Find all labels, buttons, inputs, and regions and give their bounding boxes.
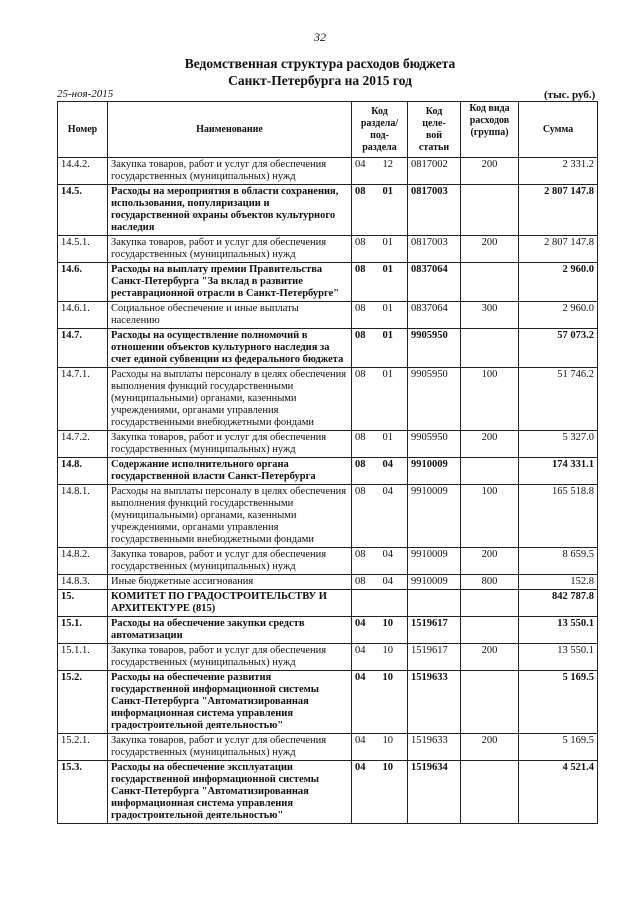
row-subsection-code: 01: [380, 185, 408, 236]
row-subsection-code: 01: [380, 302, 408, 329]
row-target-code: 9905950: [408, 368, 461, 431]
row-name: Расходы на обеспечение эксплуатации государственной информационной системы Санкт-Петербурга "Автоматизированная информационная система управления градостроительной деятельностью": [108, 761, 352, 824]
row-sum: 842 787.8: [519, 590, 598, 617]
row-section-code: 08: [352, 236, 380, 263]
table-row: [58, 158, 598, 185]
row-name: Закупка товаров, работ и услуг для обеспечения государственных (муниципальных) нужд: [108, 548, 352, 575]
row-number: 14.7.2.: [58, 431, 108, 458]
row-expense-type: [461, 329, 519, 368]
table-row: [58, 185, 598, 236]
header-section-code: Код раздела/ под- раздела: [352, 102, 408, 158]
row-name: КОМИТЕТ ПО ГРАДОСТРОИТЕЛЬСТВУ И АРХИТЕКТУРЕ (815): [108, 590, 352, 617]
table-row: [58, 236, 598, 263]
row-sum: 165 518.8: [519, 485, 598, 548]
row-subsection-code: 01: [380, 329, 408, 368]
row-expense-type: 200: [461, 548, 519, 575]
row-section-code: 08: [352, 185, 380, 236]
row-name: Расходы на выплату премии Правительства Санкт-Петербурга "За вклад в развитие реставрационной отрасли в Санкт-Петербурге": [108, 263, 352, 302]
row-subsection-code: 01: [380, 263, 408, 302]
table-row: [58, 671, 598, 734]
row-subsection-code: 04: [380, 485, 408, 548]
table-row: [58, 590, 598, 617]
table-row: [58, 617, 598, 644]
row-name: Расходы на обеспечение закупки средств автоматизации: [108, 617, 352, 644]
row-target-code: 9905950: [408, 431, 461, 458]
row-name: Иные бюджетные ассигнования: [108, 575, 352, 590]
row-expense-type: [461, 671, 519, 734]
row-number: 14.5.: [58, 185, 108, 236]
row-target-code: 0837064: [408, 263, 461, 302]
row-section-code: 04: [352, 644, 380, 671]
row-expense-type: [461, 458, 519, 485]
row-subsection-code: 10: [380, 761, 408, 824]
row-target-code: 1519634: [408, 761, 461, 824]
row-subsection-code: 01: [380, 431, 408, 458]
header-number: Номер: [58, 102, 108, 158]
table-row: [58, 368, 598, 431]
row-expense-type: [461, 590, 519, 617]
row-expense-type: [461, 617, 519, 644]
row-section-code: 04: [352, 761, 380, 824]
row-number: 15.1.1.: [58, 644, 108, 671]
row-number: 14.7.1.: [58, 368, 108, 431]
row-subsection-code: 10: [380, 617, 408, 644]
row-section-code: 08: [352, 368, 380, 431]
row-name: Закупка товаров, работ и услуг для обеспечения государственных (муниципальных) нужд: [108, 158, 352, 185]
row-number: 15.: [58, 590, 108, 617]
header-sum: Сумма: [519, 102, 598, 158]
document-title: [0, 55, 640, 89]
row-sum: 174 331.1: [519, 458, 598, 485]
row-section-code: 08: [352, 458, 380, 485]
row-sum: 57 073.2: [519, 329, 598, 368]
row-section-code: 04: [352, 734, 380, 761]
row-expense-type: 200: [461, 236, 519, 263]
row-expense-type: 300: [461, 302, 519, 329]
row-sum: 5 169.5: [519, 671, 598, 734]
row-sum: 13 550.1: [519, 644, 598, 671]
row-target-code: 1519633: [408, 734, 461, 761]
table-row: [58, 644, 598, 671]
row-name: Расходы на обеспечение развития государственной информационной системы Санкт-Петербурга "Автоматизированная информационная система управления градостроительной деятельностью": [108, 671, 352, 734]
table-row: [58, 329, 598, 368]
row-target-code: 0817002: [408, 158, 461, 185]
row-subsection-code: 10: [380, 644, 408, 671]
row-subsection-code: 04: [380, 458, 408, 485]
row-subsection-code: 01: [380, 236, 408, 263]
budget-table: [57, 101, 598, 824]
table-header-row: [58, 102, 598, 158]
row-target-code: 1519633: [408, 671, 461, 734]
row-subsection-code: 10: [380, 671, 408, 734]
row-target-code: 0817003: [408, 236, 461, 263]
row-target-code: 1519617: [408, 644, 461, 671]
row-expense-type: 100: [461, 368, 519, 431]
row-sum: 2 960.0: [519, 263, 598, 302]
row-section-code: [352, 590, 380, 617]
row-target-code: 9910009: [408, 485, 461, 548]
header-target-code: Код целе- вой статьи: [408, 102, 461, 158]
row-target-code: 1519617: [408, 617, 461, 644]
row-section-code: 08: [352, 263, 380, 302]
row-number: 14.8.: [58, 458, 108, 485]
row-target-code: 9905950: [408, 329, 461, 368]
row-expense-type: [461, 761, 519, 824]
title-line-2: Санкт-Петербурга на 2015 год: [228, 73, 412, 88]
row-target-code: 9910009: [408, 458, 461, 485]
row-name: Закупка товаров, работ и услуг для обеспечения государственных (муниципальных) нужд: [108, 236, 352, 263]
row-section-code: 08: [352, 548, 380, 575]
row-name: Расходы на осуществление полномочий в отношении объектов культурного наследия за счет единой субвенции из федерального бюджета: [108, 329, 352, 368]
row-subsection-code: 10: [380, 734, 408, 761]
row-target-code: 0837064: [408, 302, 461, 329]
row-section-code: 04: [352, 158, 380, 185]
row-subsection-code: 04: [380, 548, 408, 575]
row-number: 14.6.: [58, 263, 108, 302]
row-expense-type: 200: [461, 158, 519, 185]
row-sum: 152.8: [519, 575, 598, 590]
table-row: [58, 302, 598, 329]
row-expense-type: 200: [461, 734, 519, 761]
title-line-1: Ведомственная структура расходов бюджета: [184, 56, 456, 71]
row-sum: 13 550.1: [519, 617, 598, 644]
table-row: [58, 761, 598, 824]
row-name: Расходы на мероприятия в области сохранения, использования, популяризации и государственной охраны объектов культурного наследия: [108, 185, 352, 236]
row-sum: 8 659.5: [519, 548, 598, 575]
row-subsection-code: 04: [380, 575, 408, 590]
row-subsection-code: 12: [380, 158, 408, 185]
row-sum: 51 746.2: [519, 368, 598, 431]
row-name: Расходы на выплаты персоналу в целях обеспечения выполнения функций государственными (муниципальными) органами, казенными учреждениями, органами управления государственными внебюджетными фондами: [108, 368, 352, 431]
header-name: Наименование: [108, 102, 352, 158]
table-row: [58, 263, 598, 302]
row-sum: 4 521.4: [519, 761, 598, 824]
row-expense-type: [461, 263, 519, 302]
row-subsection-code: 01: [380, 368, 408, 431]
table-row: [58, 485, 598, 548]
page-number: 32: [314, 30, 326, 44]
row-name: Закупка товаров, работ и услуг для обеспечения государственных (муниципальных) нужд: [108, 734, 352, 761]
row-number: 14.7.: [58, 329, 108, 368]
row-target-code: 9910009: [408, 548, 461, 575]
row-expense-type: 800: [461, 575, 519, 590]
row-sum: 5 327.0: [519, 431, 598, 458]
row-sum: 2 960.0: [519, 302, 598, 329]
row-section-code: 04: [352, 617, 380, 644]
row-number: 15.3.: [58, 761, 108, 824]
row-sum: 2 807 147.8: [519, 185, 598, 236]
row-number: 15.2.: [58, 671, 108, 734]
row-target-code: [408, 590, 461, 617]
row-expense-type: 100: [461, 485, 519, 548]
row-number: 14.6.1.: [58, 302, 108, 329]
row-number: 14.4.2.: [58, 158, 108, 185]
row-target-code: 9910009: [408, 575, 461, 590]
row-expense-type: [461, 185, 519, 236]
row-number: 14.8.3.: [58, 575, 108, 590]
row-expense-type: 200: [461, 431, 519, 458]
row-section-code: 08: [352, 329, 380, 368]
row-subsection-code: [380, 590, 408, 617]
row-expense-type: 200: [461, 644, 519, 671]
table-row: [58, 458, 598, 485]
table-row: [58, 575, 598, 590]
row-section-code: 04: [352, 671, 380, 734]
row-sum: 5 169.5: [519, 734, 598, 761]
row-number: 14.8.1.: [58, 485, 108, 548]
row-number: 15.1.: [58, 617, 108, 644]
row-sum: 2 807 147.8: [519, 236, 598, 263]
row-target-code: 0817003: [408, 185, 461, 236]
row-number: 14.8.2.: [58, 548, 108, 575]
table-row: [58, 431, 598, 458]
row-name: Закупка товаров, работ и услуг для обеспечения государственных (муниципальных) нужд: [108, 431, 352, 458]
header-expense-type: Код вида расходов (группа): [461, 102, 519, 158]
row-sum: 2 331.2: [519, 158, 598, 185]
table-row: [58, 548, 598, 575]
row-number: 15.2.1.: [58, 734, 108, 761]
row-section-code: 08: [352, 302, 380, 329]
units-label: (тыс. руб.): [544, 89, 596, 101]
row-section-code: 08: [352, 431, 380, 458]
table-row: [58, 734, 598, 761]
row-number: 14.5.1.: [58, 236, 108, 263]
row-name: Расходы на выплаты персоналу в целях обеспечения выполнения функций государственными (муниципальными) органами, казенными учреждениями, органами управления государственными внебюджетными фондами: [108, 485, 352, 548]
document-date: 25-ноя-2015: [57, 88, 114, 100]
row-section-code: 08: [352, 485, 380, 548]
row-section-code: 08: [352, 575, 380, 590]
row-name: Закупка товаров, работ и услуг для обеспечения государственных (муниципальных) нужд: [108, 644, 352, 671]
row-name: Содержание исполнительного органа государственной власти Санкт-Петербурга: [108, 458, 352, 485]
row-name: Социальное обеспечение и иные выплаты населению: [108, 302, 352, 329]
